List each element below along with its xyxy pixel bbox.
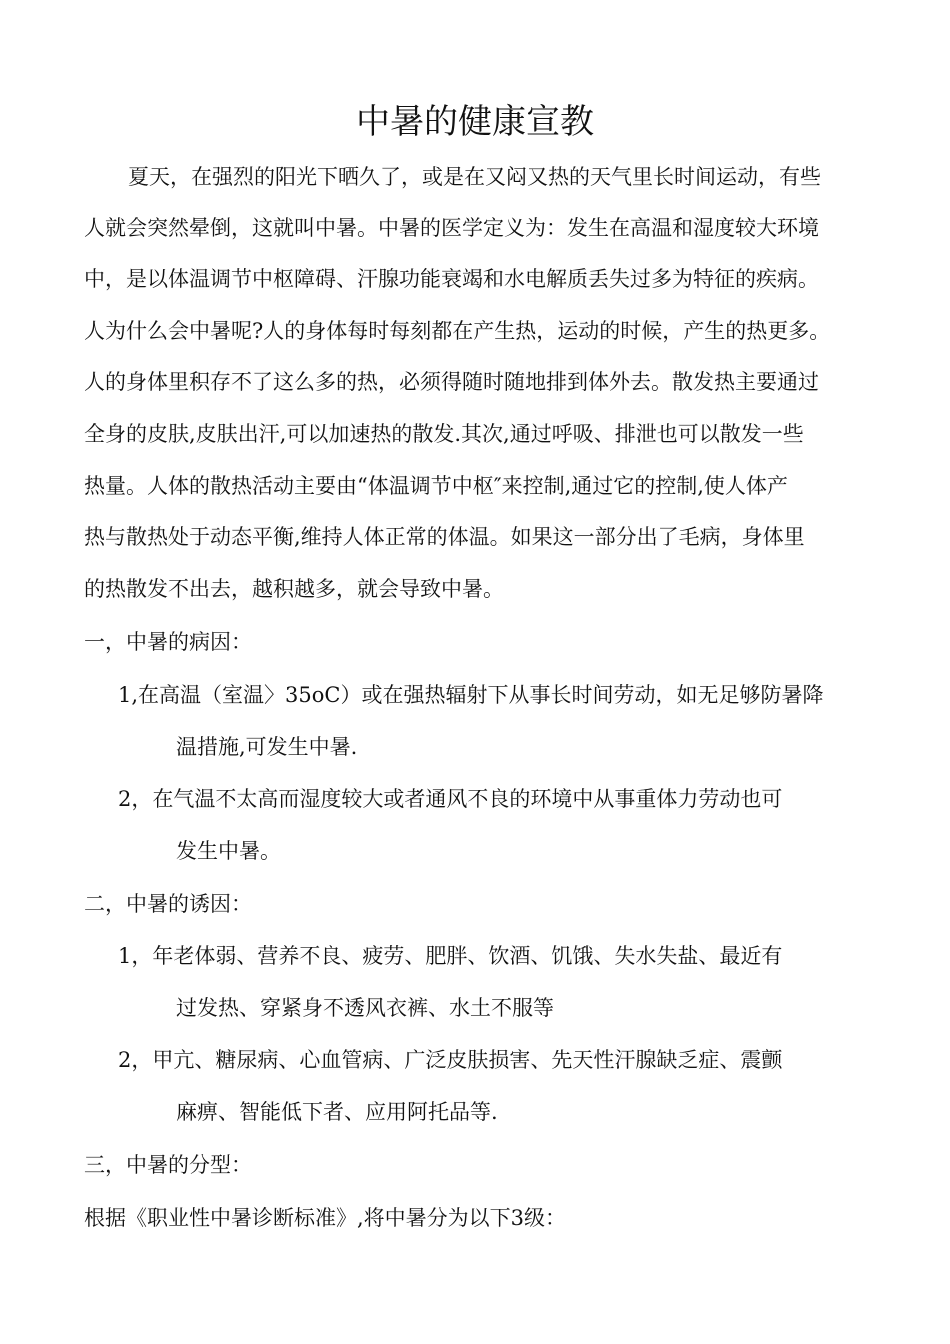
types-intro-line: 根据《职业性中暑诊断标准》,将中暑分为以下3级： <box>84 1206 567 1230</box>
cause-item-2-line-2: 发生中暑。 <box>176 839 281 863</box>
section-heading-triggers: 二，中暑的诱因： <box>84 892 252 916</box>
intro-line-9: 的热散发不出去，越积越多，就会导致中暑。 <box>84 577 504 601</box>
intro-line-4: 人为什么会中暑呢?人的身体每时每刻都在产生热，运动的时候，产生的热更多。 <box>84 319 831 343</box>
section-heading-causes: 一，中暑的病因： <box>84 630 252 654</box>
trigger-item-1-line-1: 1，年老体弱、营养不良、疲劳、肥胖、饮酒、饥饿、失水失盐、最近有 <box>118 944 783 968</box>
cause-item-2-line-1: 2，在气温不太高而湿度较大或者通风不良的环境中从事重体力劳动也可 <box>118 787 783 811</box>
trigger-item-2-line-2: 麻痹、智能低下者、应用阿托品等. <box>176 1100 498 1124</box>
cause-item-1-line-1: 1,在高温（室温〉35oC）或在强热辐射下从事长时间劳动，如无足够防暑降 <box>118 683 824 707</box>
intro-line-6: 全身的皮肤,皮肤出汗,可以加速热的散发.其次,通过呼吸、排泄也可以散发一些 <box>84 422 804 446</box>
trigger-item-2-line-1: 2，甲亢、糖尿病、心血管病、广泛皮肤损害、先天性汗腺缺乏症、震颤 <box>118 1048 783 1072</box>
intro-line-8: 热与散热处于动态平衡,维持人体正常的体温。如果这一部分出了毛病，身体里 <box>84 525 805 549</box>
cause-item-1-line-2: 温措施,可发生中暑. <box>176 735 358 759</box>
section-heading-types: 三，中暑的分型： <box>84 1153 252 1177</box>
intro-line-3: 中，是以体温调节中枢障碍、汗腺功能衰竭和水电解质丢失过多为特征的疾病。 <box>84 267 819 291</box>
intro-line-1: 夏天，在强烈的阳光下晒久了，或是在又闷又热的天气里长时间运动，有些 <box>128 165 821 189</box>
intro-line-5: 人的身体里积存不了这么多的热，必须得随时随地排到体外去。散发热主要通过 <box>84 370 819 394</box>
trigger-item-1-line-2: 过发热、穿紧身不透风衣裤、水土不服等 <box>176 996 554 1020</box>
intro-line-2: 人就会突然晕倒，这就叫中暑。中暑的医学定义为：发生在高温和湿度较大环境 <box>84 216 819 240</box>
intro-line-7: 热量。人体的散热活动主要由“体温调节中枢″来控制,通过它的控制,使人体产 <box>84 474 788 498</box>
document-title: 中暑的健康宣教 <box>356 102 594 142</box>
